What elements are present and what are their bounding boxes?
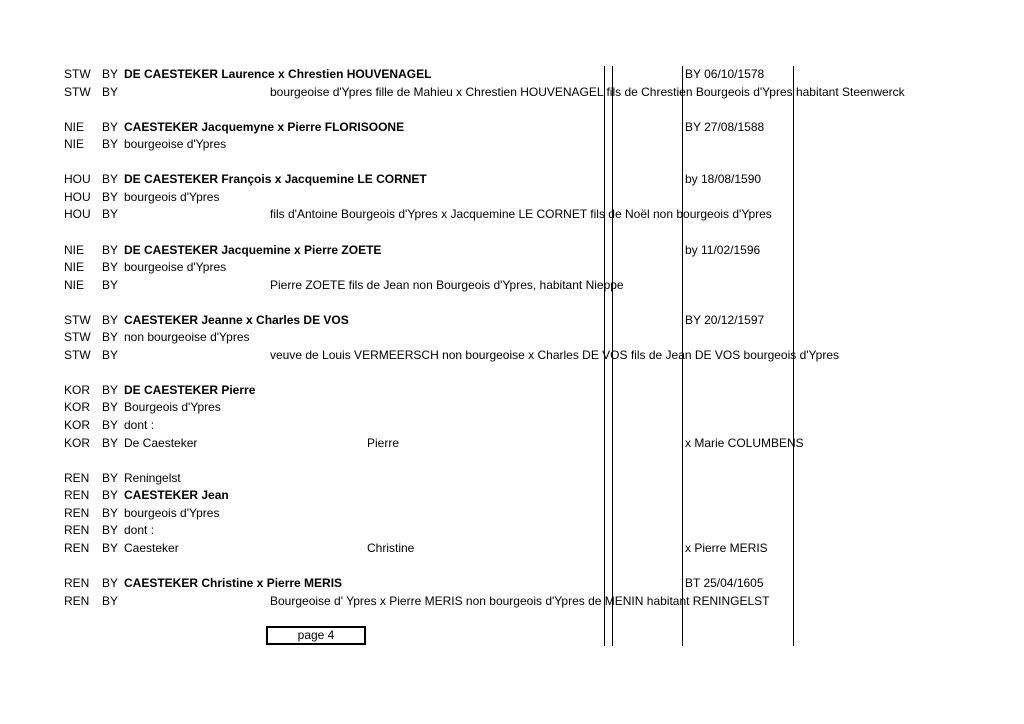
given-name: Pierre <box>367 435 400 450</box>
by-code: BY <box>102 347 119 362</box>
by-code: BY <box>102 277 119 292</box>
entry-name: bourgeois d'Ypres <box>124 505 220 520</box>
entry-name: CAESTEKER Jeanne x Charles DE VOS <box>124 312 349 327</box>
by-code: BY <box>102 488 119 503</box>
by-code: BY <box>102 435 119 450</box>
by-code: BY <box>102 84 119 99</box>
region-code: STW <box>64 67 91 81</box>
entry-name: bourgeoise d'Ypres <box>124 260 227 275</box>
region-code: STW <box>64 347 91 362</box>
register-row <box>0 593 1024 610</box>
register-row <box>0 259 1024 276</box>
region-code: KOR <box>64 435 91 450</box>
page-number: page 4 <box>297 628 335 642</box>
region-code: REN <box>64 488 90 503</box>
entry-name: CAESTEKER Jacquemyne x Pierre FLORISOONE <box>124 119 405 134</box>
by-code: BY <box>102 593 119 608</box>
register-row <box>0 417 1024 434</box>
region-code: HOU <box>64 207 91 222</box>
entry-date: BY 20/12/1597 <box>685 312 765 327</box>
entry-date: BY 27/08/1588 <box>685 119 765 134</box>
entry-name: CAESTEKER Jean <box>124 488 229 503</box>
by-code: BY <box>102 207 119 222</box>
entry-date: by 11/02/1596 <box>685 242 761 257</box>
entry-name: bourgeois d'Ypres <box>124 189 220 204</box>
register-row <box>0 382 1024 399</box>
by-code: BY <box>102 67 119 81</box>
region-code: REN <box>64 470 90 485</box>
region-code: STW <box>64 330 91 345</box>
region-code: NIE <box>64 137 85 152</box>
entry-date: by 18/08/1590 <box>685 172 762 187</box>
region-code: REN <box>64 593 90 608</box>
register-row <box>0 171 1024 188</box>
entry-name: DE CAESTEKER Jacquemine x Pierre ZOETE <box>124 242 382 257</box>
register-row <box>0 487 1024 504</box>
entry-detail: bourgeoise d'Ypres fille de Mahieu x Chrestien HOUVENAGEL fils de Chrestien Bourgeois d'Ypres habitant Steenwerck <box>270 84 905 99</box>
region-code: NIE <box>64 277 85 292</box>
register-row <box>0 242 1024 259</box>
entry-name: CAESTEKER Christine x Pierre MERIS <box>124 575 343 590</box>
register-row <box>0 189 1024 206</box>
register-row <box>0 399 1024 416</box>
entry-date: x Marie COLUMBENS <box>685 435 804 450</box>
region-code: HOU <box>64 172 91 187</box>
register-row <box>0 277 1024 294</box>
register-row <box>0 540 1024 557</box>
by-code: BY <box>102 189 119 204</box>
region-code: REN <box>64 540 90 555</box>
region-code: REN <box>64 505 90 520</box>
by-code: BY <box>102 505 119 520</box>
register-row <box>0 312 1024 329</box>
entry-date: BT 25/04/1605 <box>685 575 764 590</box>
region-code: NIE <box>64 119 85 134</box>
region-code: NIE <box>64 242 85 257</box>
region-code: KOR <box>64 382 91 397</box>
by-code: BY <box>102 400 119 415</box>
entry-name: DE CAESTEKER François x Jacquemine LE CORNET <box>124 172 427 187</box>
entry-date: BY 06/10/1578 <box>685 67 765 81</box>
register-row <box>0 522 1024 539</box>
by-code: BY <box>102 172 119 187</box>
entry-name: non bourgeoise d'Ypres <box>124 330 250 345</box>
entry-name: dont : <box>124 418 155 432</box>
register-row <box>0 329 1024 346</box>
region-code: NIE <box>64 260 85 275</box>
entry-detail: veuve de Louis VERMEERSCH non bourgeoise x Charles DE VOS fils de Jean DE VOS bourgeois d'Ypres <box>270 347 840 362</box>
register-row <box>0 470 1024 487</box>
register-row <box>0 206 1024 223</box>
entry-name: De Caesteker <box>124 435 198 450</box>
by-code: BY <box>102 575 119 590</box>
register-row <box>0 119 1024 136</box>
entry-name: DE CAESTEKER Pierre <box>124 382 256 397</box>
entry-name: Reningelst <box>124 470 181 485</box>
entry-name: Bourgeois d'Ypres <box>124 400 221 415</box>
by-code: BY <box>102 242 119 257</box>
register-row <box>0 84 1024 101</box>
register-row <box>0 505 1024 522</box>
by-code: BY <box>102 312 119 327</box>
region-code: HOU <box>64 189 91 204</box>
entry-name: DE CAESTEKER Laurence x Chrestien HOUVENAGEL <box>124 67 432 81</box>
by-code: BY <box>102 418 119 432</box>
by-code: BY <box>102 137 119 152</box>
by-code: BY <box>102 260 119 275</box>
by-code: BY <box>102 540 119 555</box>
register-row <box>0 435 1024 452</box>
by-code: BY <box>102 470 119 485</box>
by-code: BY <box>102 382 119 397</box>
entry-name: bourgeoise d'Ypres <box>124 137 227 152</box>
region-code: KOR <box>64 400 91 415</box>
entry-detail: Pierre ZOETE fils de Jean non Bourgeois d'Ypres, habitant Nieppe <box>270 277 624 292</box>
region-code: STW <box>64 84 91 99</box>
entry-name: dont : <box>124 523 155 538</box>
by-code: BY <box>102 119 119 134</box>
entry-name: Caesteker <box>124 540 179 555</box>
by-code: BY <box>102 523 119 538</box>
entry-date: x Pierre MERIS <box>685 540 768 555</box>
region-code: KOR <box>64 418 91 432</box>
page-number-box <box>266 626 366 645</box>
register-row <box>0 66 1024 83</box>
given-name: Christine <box>367 540 415 555</box>
region-code: STW <box>64 312 91 327</box>
region-code: REN <box>64 575 90 590</box>
entry-detail: Bourgeoise d' Ypres x Pierre MERIS non bourgeois d'Ypres de MENIN habitant RENINGELST <box>270 593 770 608</box>
register-row <box>0 136 1024 153</box>
region-code: REN <box>64 523 90 538</box>
entry-detail: fils d'Antoine Bourgeois d'Ypres x Jacquemine LE CORNET fils de Noël non bourgeois d'Ypres <box>270 207 772 222</box>
by-code: BY <box>102 330 119 345</box>
register-row <box>0 347 1024 364</box>
register-row <box>0 575 1024 592</box>
